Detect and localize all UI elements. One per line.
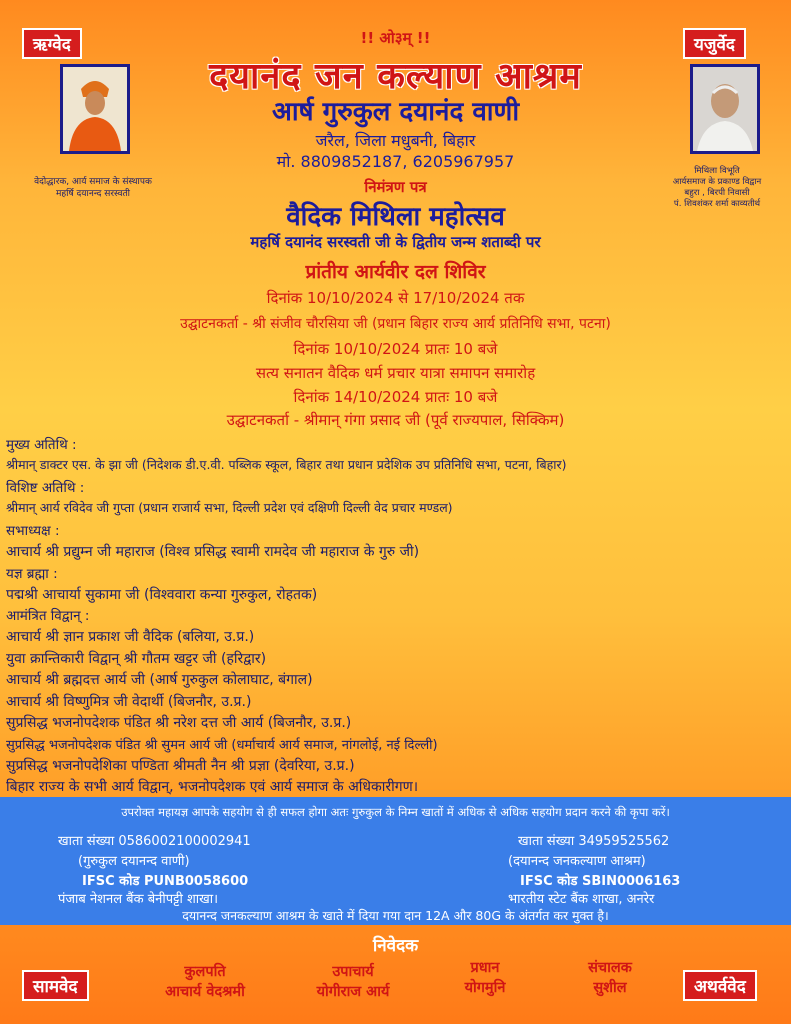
nivedak-pradhan: प्रधान योगमुनि (464, 960, 506, 996)
event-name: वैदिक मिथिला महोत्सव (286, 202, 505, 232)
tax-exemption-note: दयानन्द जनकल्याण आश्रम के खाते में दिया गया दान 12A और 80G के अंतर्गत कर मुक्त है। (182, 908, 609, 923)
yajurveda-tag: यजुर्वेद (683, 28, 746, 59)
nivedak-upacharya: उपाचार्य योगीराज आर्य (316, 964, 390, 1000)
account-left-bank: पंजाब नेशनल बैंक बेनीपट्टी शाखा। (58, 892, 219, 907)
account-left-ifsc: IFSC कोड PUNB0058600 (82, 874, 249, 889)
account-right-bank: भारतीय स्टेट बैंक शाखा, अनरेर (508, 892, 655, 907)
date-2: दिनांक 10/10/2024 प्रातः 10 बजे (293, 340, 498, 358)
camp-dates: दिनांक 10/10/2024 से 17/10/2024 तक (266, 289, 525, 307)
samaveda-tag: सामवेद (22, 970, 89, 1001)
event-occasion: महर्षि दयानंद सरस्वती जी के द्वितीय जन्म शताब्दी पर (250, 233, 541, 251)
date-3: दिनांक 14/10/2024 प्रातः 10 बजे (293, 388, 498, 406)
guest-line: सुप्रसिद्ध भजनोपदेशिका पण्डिता श्रीमती नैन श्री प्रज्ञा (देवरिया, उ.प्र.) (6, 758, 355, 774)
donation-appeal: उपरोक्त महायज्ञ आपके सहयोग से ही सफल होगा अतः गुरुकुल के निम्न खातों में अधिक से अधिक सहयोग प्रदान करने की कृपा करें। (121, 805, 670, 819)
guest-line: पद्मश्री आचार्या सुकामा जी (विश्ववारा कन्या गुरुकुल, रोहतक) (6, 587, 318, 603)
guest-heading-special: विशिष्ट अतिथि : (6, 480, 85, 496)
right-portrait-caption: मिथिला विभूति आर्यसमाज के प्रकाण्ड विद्वान बहुरा , बिरपी निवासी पं. शिवशंकर शर्मा काव्यतीर्थ (672, 166, 762, 209)
guest-line: श्रीमान् डाक्टर एस. के झा जी (निदेशक डी.ए.वी. पब्लिक स्कूल, बिहार तथा प्रधान प्रदेशिक उप प्रतिनिधि सभा, पटना, बिहार) (6, 457, 567, 472)
nivedak-title: निवेदक (372, 936, 419, 956)
guest-line: बिहार राज्य के सभी आर्य विद्वान्, भजनोपदेशक एवं आर्य समाज के अधिकारीगण। (6, 779, 419, 795)
guest-heading-yagya: यज्ञ ब्रह्मा : (6, 566, 58, 582)
guest-heading-president: सभाध्यक्ष : (6, 523, 60, 539)
guest-line: आचार्य श्री प्रद्युम्न जी महाराज (विश्व प्रसिद्ध स्वामी रामदेव जी महाराज के गुरु जी) (6, 544, 420, 560)
nivedak-kulpati: कुलपति आचार्य वेदश्रमी (165, 964, 245, 1000)
program-name: सत्य सनातन वैदिक धर्म प्रचार यात्रा समापन समारोह (255, 364, 536, 382)
left-portrait-caption: वेदोद्धारक, आर्य समाज के संस्थापक महर्षि दयानन्द सरस्वती (34, 177, 152, 199)
guest-line: युवा क्रान्तिकारी विद्वान् श्री गौतम खट्टर जी (हरिद्वार) (6, 651, 267, 667)
om-heading: !! ओ३म् !! (360, 29, 431, 47)
guest-heading-chief: मुख्य अतिथि : (6, 437, 77, 453)
atharvaveda-tag: अथर्ववेद (683, 970, 757, 1001)
guest-line: आचार्य श्री ज्ञान प्रकाश जी वैदिक (बलिया, उ.प्र.) (6, 629, 255, 645)
account-right-ifsc: IFSC कोड SBIN0006163 (520, 874, 681, 889)
account-left-name: (गुरुकुल दयानन्द वाणी) (78, 854, 190, 869)
inaugurator-2: उद्घाटनकर्ता - श्रीमान् गंगा प्रसाद जी (पूर्व राज्यपाल, सिक्किम) (226, 411, 565, 429)
rigveda-tag: ऋग्वेद (22, 28, 82, 59)
gurukul-subtitle: आर्ष गुरुकुल दयानंद वाणी (271, 97, 520, 127)
guest-line: सुप्रसिद्ध भजनोपदेशक पंडित श्री सुमन आर्य जी (धर्माचार्य आर्य समाज, नांगलोई, नई दिल्ली) (6, 738, 438, 753)
guest-line: आचार्य श्री विष्णुमित्र जी वेदार्थी (बिजनौर, उ.प्र.) (6, 694, 252, 710)
guest-heading-invited: आमंत्रित विद्वान् : (6, 608, 90, 624)
inaugurator-1: उद्घाटनकर्ता - श्री संजीव चौरसिया जी (प्रधान बिहार राज्य आर्य प्रतिनिधि सभा, पटना) (180, 316, 611, 332)
camp-name: प्रांतीय आर्यवीर दल शिविर (305, 261, 486, 283)
ashram-title: दयानंद जन कल्याण आश्रम (209, 56, 582, 97)
address: जरैल, जिला मधुबनी, बिहार (315, 131, 476, 150)
invitation-label: निमंत्रण पत्र (364, 178, 427, 196)
nivedak-sanchalak: संचालक सुशील (588, 960, 632, 996)
account-right-name: (दयानन्द जनकल्याण आश्रम) (508, 854, 646, 869)
bank-details-panel (0, 797, 791, 925)
account-right-number: खाता संख्या 34959525562 (518, 834, 670, 849)
guest-line: सुप्रसिद्ध भजनोपदेशक पंडित श्री नरेश दत्त जी आर्य (बिजनौर, उ.प्र.) (6, 715, 352, 731)
phone-numbers: मो. 8809852187, 6205967957 (276, 152, 515, 171)
guest-line: आचार्य श्री ब्रह्मदत्त आर्य जी (आर्ष गुरुकुल कोलाघाट, बंगाल) (6, 672, 313, 688)
guest-line: श्रीमान् आर्य रविदेव जी गुप्ता (प्रधान राजार्य सभा, दिल्ली प्रदेश एवं दक्षिणी दिल्ली वेद प्रचार मण्डल) (6, 500, 453, 515)
account-left-number: खाता संख्या 0586002100002941 (58, 834, 251, 849)
